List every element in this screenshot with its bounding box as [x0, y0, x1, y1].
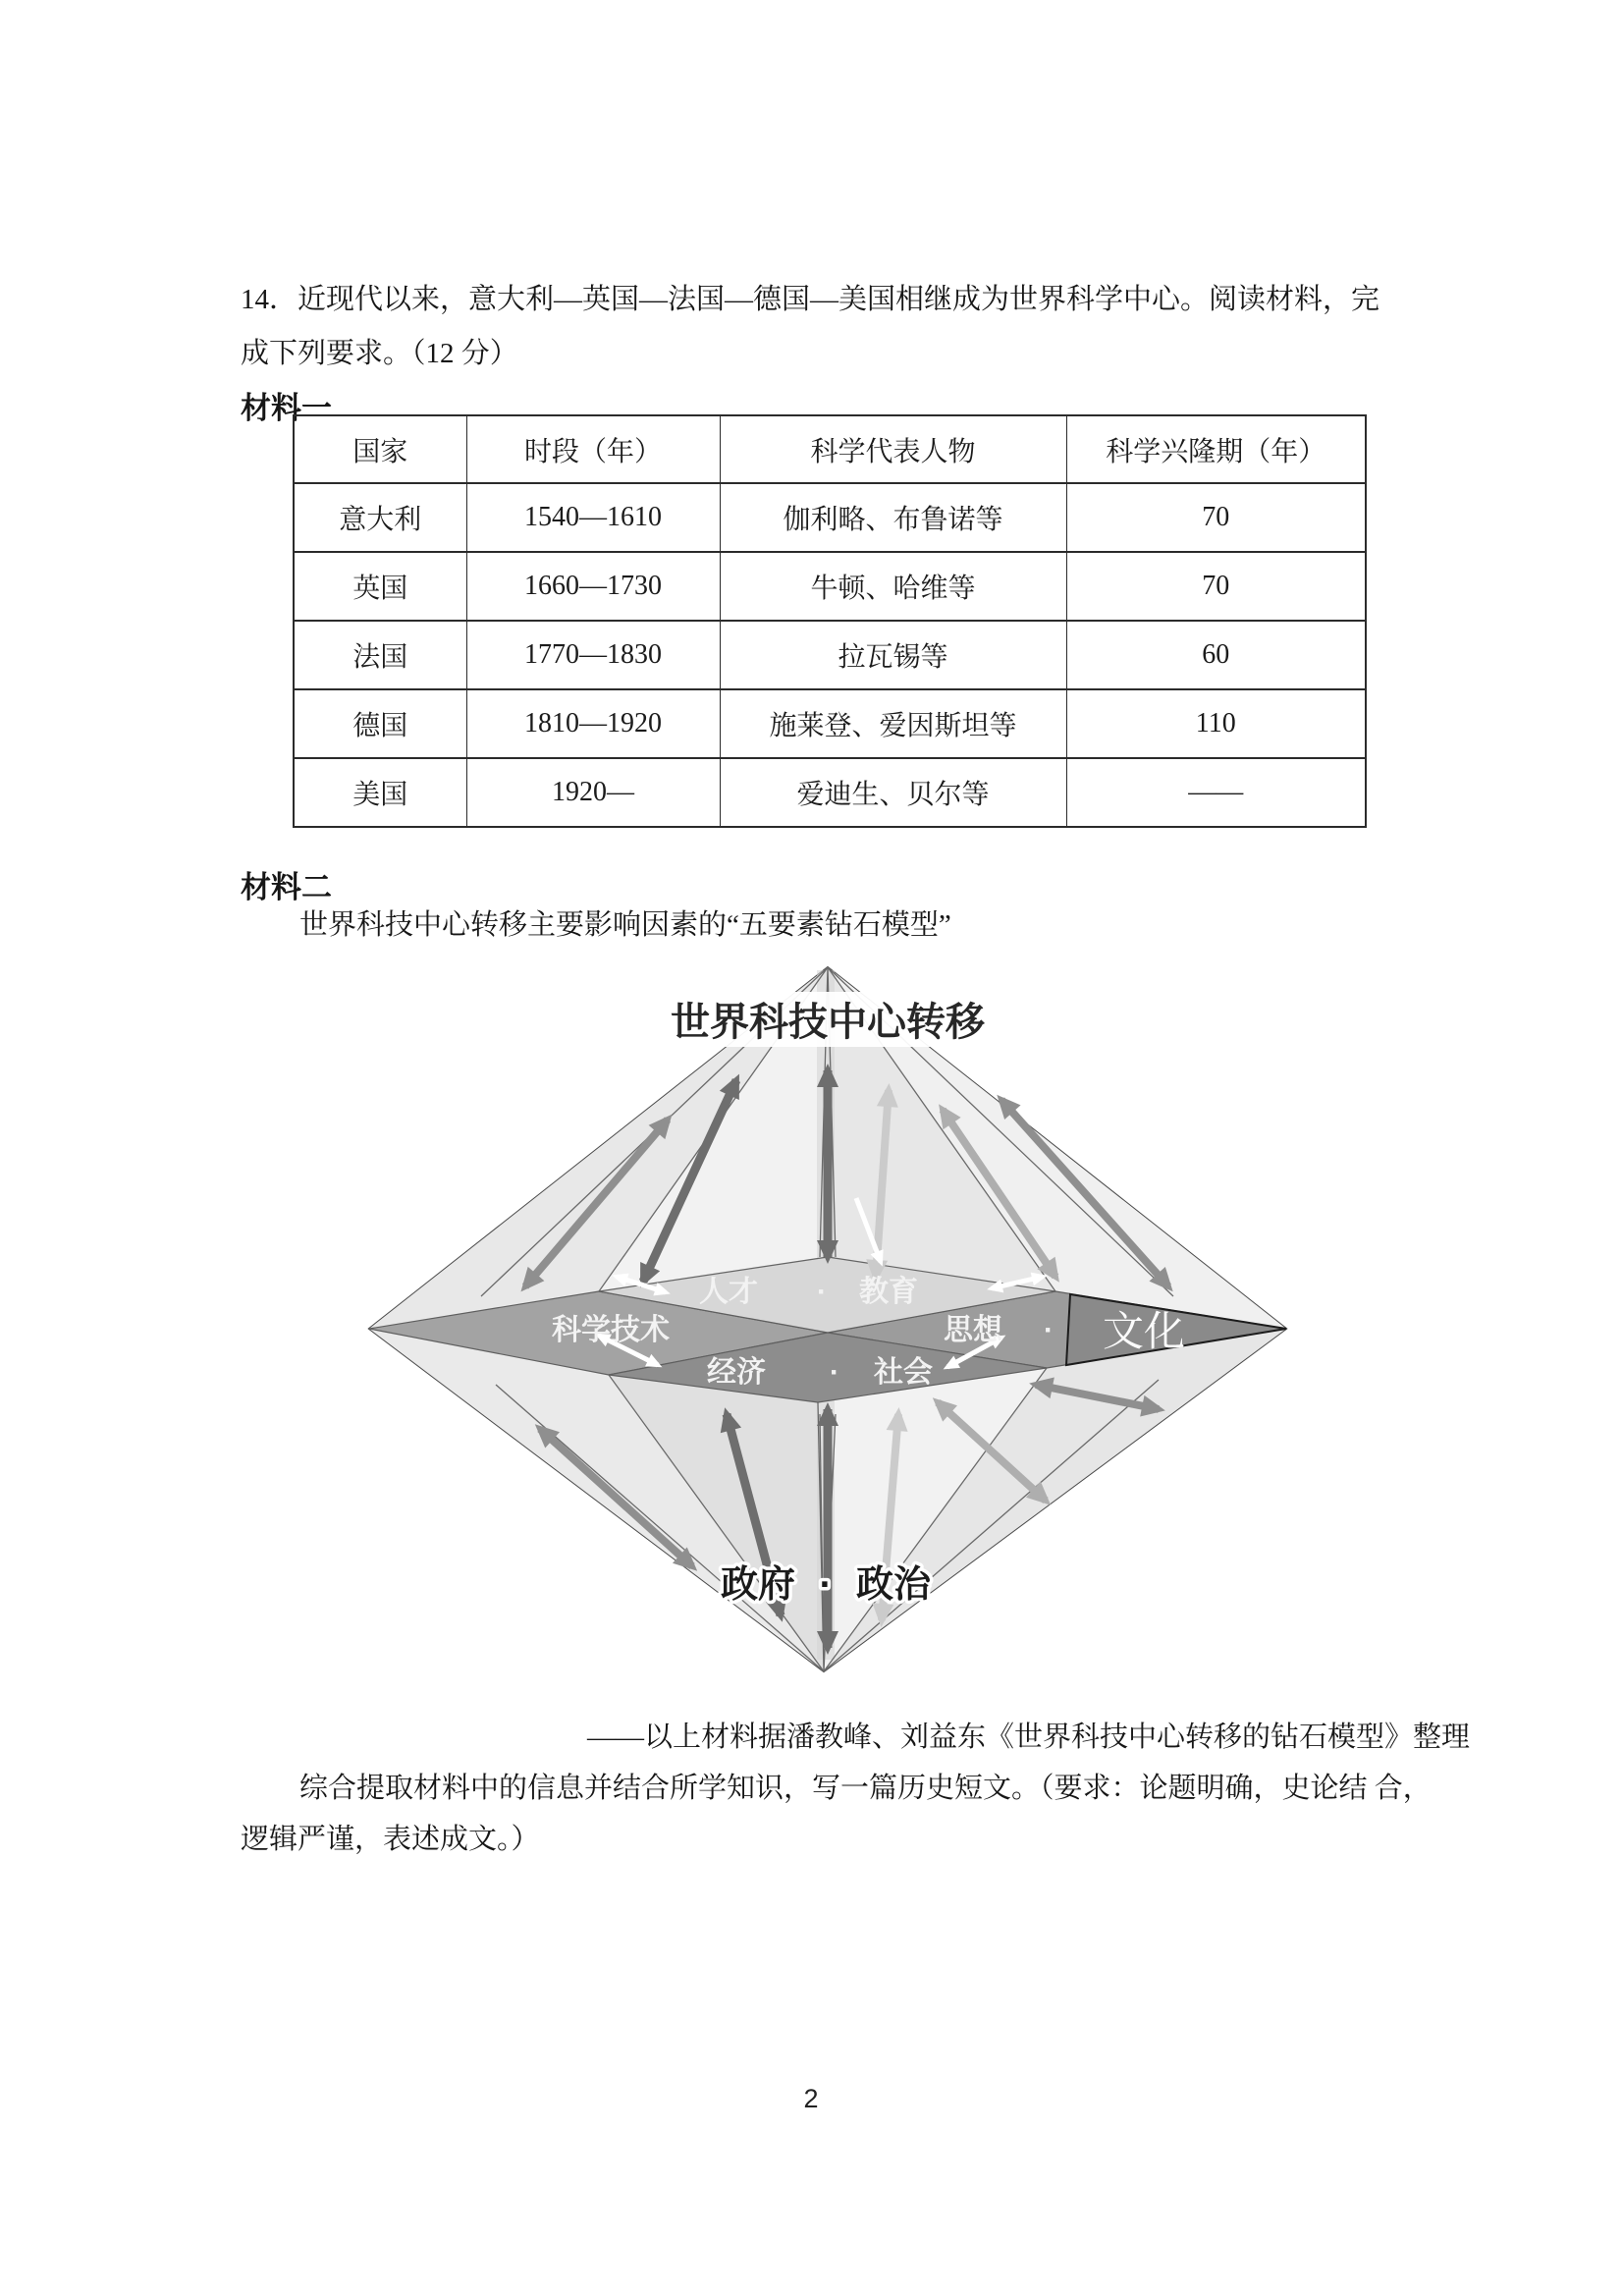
cell-period: 1920—	[466, 758, 720, 827]
table-row	[294, 621, 1366, 689]
diagram-title: 世界科技中心转移	[671, 1001, 985, 1044]
factor-education: 教育	[859, 1276, 918, 1308]
question-text-line1: 14．近现代以来，意大利—英国—法国—德国—美国相继成为世界科学中心。阅读材料，完	[241, 284, 1380, 315]
factor-thought: 思想	[944, 1314, 1002, 1346]
separator-dot: ·	[830, 1356, 839, 1389]
cell-flourish: 110	[1066, 689, 1366, 758]
cell-scientists: 拉瓦锡等	[720, 621, 1066, 689]
cell-flourish: 70	[1066, 552, 1366, 621]
factor-culture: 文化	[1102, 1310, 1186, 1355]
material1-table	[293, 414, 1367, 828]
separator-dot: ·	[817, 1276, 827, 1308]
cell-flourish: 70	[1066, 483, 1366, 552]
cell-period: 1540—1610	[466, 483, 720, 552]
material2-intro: 世界科技中心转移主要影响因素的“五要素钻石模型”	[299, 909, 951, 941]
source-attribution: ——以上材料据潘教峰、刘益东《世界科技中心转移的钻石模型》整理	[586, 1722, 1470, 1753]
cell-period: 1660—1730	[466, 552, 720, 621]
cell-period: 1770—1830	[466, 621, 720, 689]
factor-talent: 人才	[699, 1276, 758, 1308]
factor-science-tech: 科学技术	[552, 1314, 670, 1346]
factor-politics: 政治	[855, 1564, 932, 1606]
cell-scientists: 爱迪生、贝尔等	[720, 758, 1066, 827]
separator-dot: ·	[819, 1564, 833, 1606]
cell-country: 英国	[294, 552, 466, 621]
col-header-period: 时段（年）	[466, 415, 720, 483]
table-row	[294, 552, 1366, 621]
cell-country: 法国	[294, 621, 466, 689]
cell-scientists: 牛顿、哈维等	[720, 552, 1066, 621]
table-row	[294, 689, 1366, 758]
col-header-flourish: 科学兴隆期（年）	[1066, 415, 1366, 483]
task-text-line1: 综合提取材料中的信息并结合所学知识，写一篇历史短文。（要求：论题明确，史论结 合，	[299, 1773, 1432, 1804]
cell-country: 美国	[294, 758, 466, 827]
factor-government: 政府	[720, 1564, 796, 1606]
cell-scientists: 伽利略、布鲁诺等	[720, 483, 1066, 552]
question-text-line2: 成下列要求。（12 分）	[241, 338, 518, 369]
cell-period: 1810—1920	[466, 689, 720, 758]
cell-flourish: 60	[1066, 621, 1366, 689]
col-header-country: 国家	[294, 415, 466, 483]
factor-economy: 经济	[707, 1356, 766, 1389]
cell-flourish: ——	[1066, 758, 1366, 827]
table-header-row	[294, 415, 1366, 483]
cell-country: 德国	[294, 689, 466, 758]
table-row	[294, 758, 1366, 827]
separator-dot: ·	[1044, 1314, 1054, 1346]
table-row	[294, 483, 1366, 552]
material1-label: 材料一	[241, 391, 332, 425]
cell-scientists: 施莱登、爱因斯坦等	[720, 689, 1066, 758]
diamond-model-diagram	[314, 962, 1355, 1689]
col-header-scientists: 科学代表人物	[720, 415, 1066, 483]
cell-country: 意大利	[294, 483, 466, 552]
task-text-line2: 逻辑严谨，表述成文。）	[241, 1824, 540, 1855]
page-number: 2	[803, 2084, 819, 2113]
material2-label: 材料二	[241, 870, 332, 904]
factor-society: 社会	[874, 1356, 933, 1389]
